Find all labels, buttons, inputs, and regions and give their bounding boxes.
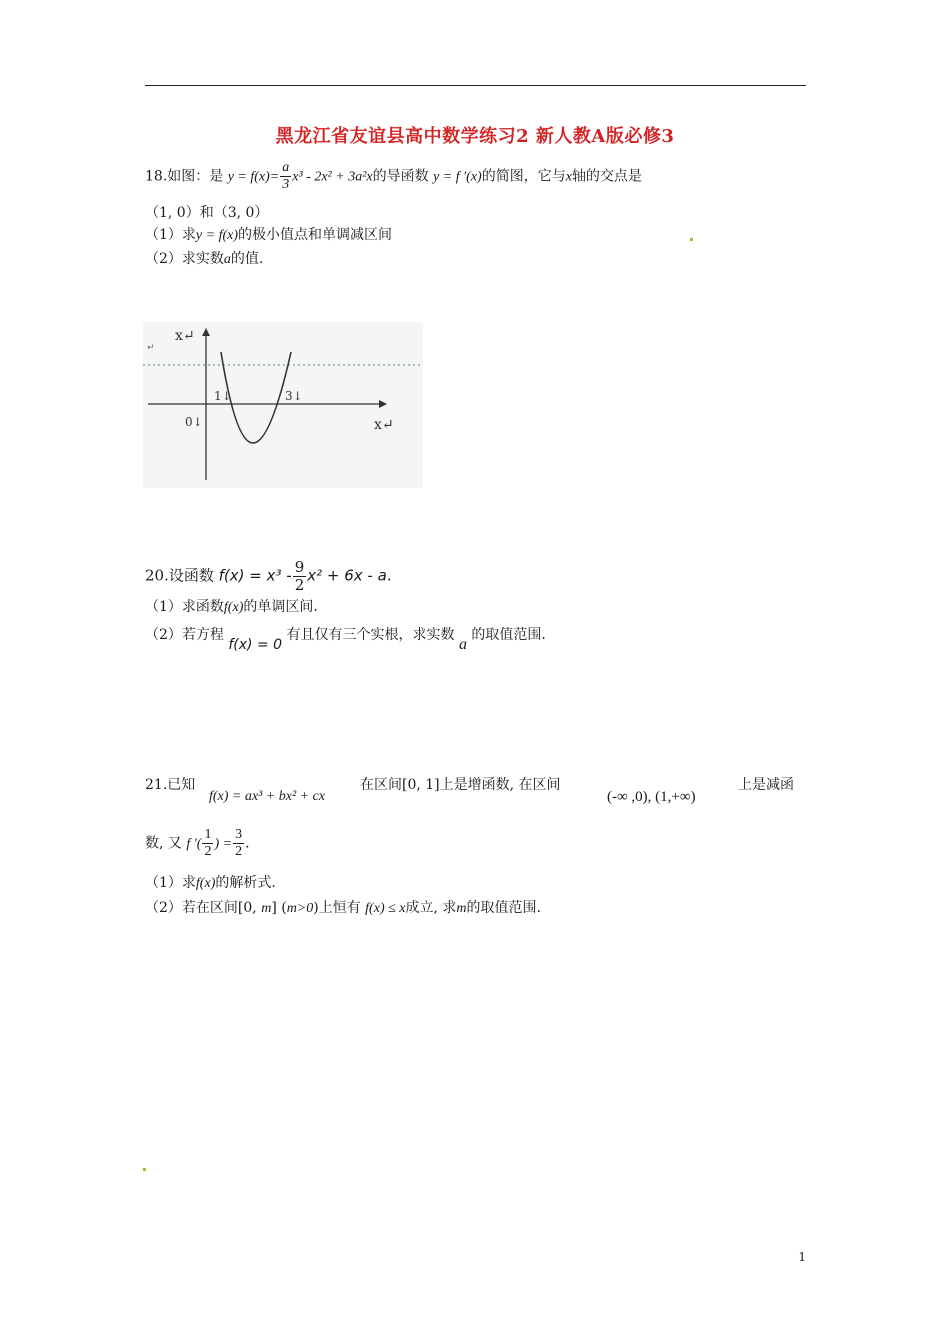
document-title: 黑龙江省友谊县高中数学练习2 新人教A版必修3	[275, 126, 675, 147]
question-18-line1: 18.如图：是 y = f(x)= $\frac{a}{3}$ x³ - 2x² + 3a²x的导函数 y = f ′(x)的简图，它与x轴的交点是	[145, 160, 642, 192]
x-axis-label: x↵	[374, 417, 394, 433]
root-1-label: 1↓	[214, 389, 232, 403]
stray-dot	[143, 1168, 146, 1171]
question-21-line2: 数, 又 f ′( $\frac{1}{2}$ ) = $\frac{3}{2}$ .	[145, 827, 250, 859]
question-number: 18.	[145, 168, 168, 185]
fraction: $\frac{a}{3}$	[282, 160, 290, 192]
y-axis-label: x↵	[175, 328, 195, 344]
question-number: 21.	[145, 777, 168, 793]
question-20-part2: （2）若方程 f(x) = 0 有且仅有三个实根，求实数 a 的取值范围.	[145, 627, 546, 653]
origin-label: 0↓	[185, 415, 203, 429]
question-number: 20.	[145, 566, 169, 585]
header-rule	[145, 85, 806, 86]
question-21-line1b: 在区间[0, 1]上是增函数, 在区间	[360, 777, 561, 793]
question-18-part2: （2）求实数a的值.	[145, 251, 264, 267]
fraction: $\frac{9}{2}$	[294, 558, 305, 594]
fraction: $\frac{3}{2}$	[235, 827, 243, 859]
question-21-line1a: 21.已知	[145, 777, 196, 793]
question-21-function: f(x) = ax³ + bx² + cx	[209, 789, 326, 804]
question-20-part1: （1）求函数f(x)的单调区间.	[145, 599, 318, 615]
root-3-label: 3↓	[285, 389, 303, 403]
corner-mark: ↵	[147, 343, 155, 353]
question-20-line1: 20.设函数 f(x) = x³ - $\frac{9}{2}$ x² + 6x - a.	[145, 558, 392, 594]
question-21-intervals: (-∞ ,0), (1,+∞)	[607, 789, 696, 805]
fraction: $\frac{1}{2}$	[204, 827, 212, 859]
derivative-graph	[143, 322, 423, 488]
question-21-part2: （2）若在区间[0, m] (m>0)上恒有 f(x) ≤ x成立, 求m的取值范围.	[145, 900, 541, 916]
question-21-part1: （1）求f(x)的解析式.	[145, 875, 276, 891]
stray-dot	[690, 238, 693, 241]
page-number: 1	[798, 1250, 806, 1264]
question-18-points: （1, 0）和（3, 0）	[145, 205, 269, 221]
question-21-line1c: 上是减函	[738, 777, 794, 793]
question-18-part1: （1）求y = f(x)的极小值点和单调减区间	[145, 227, 393, 243]
